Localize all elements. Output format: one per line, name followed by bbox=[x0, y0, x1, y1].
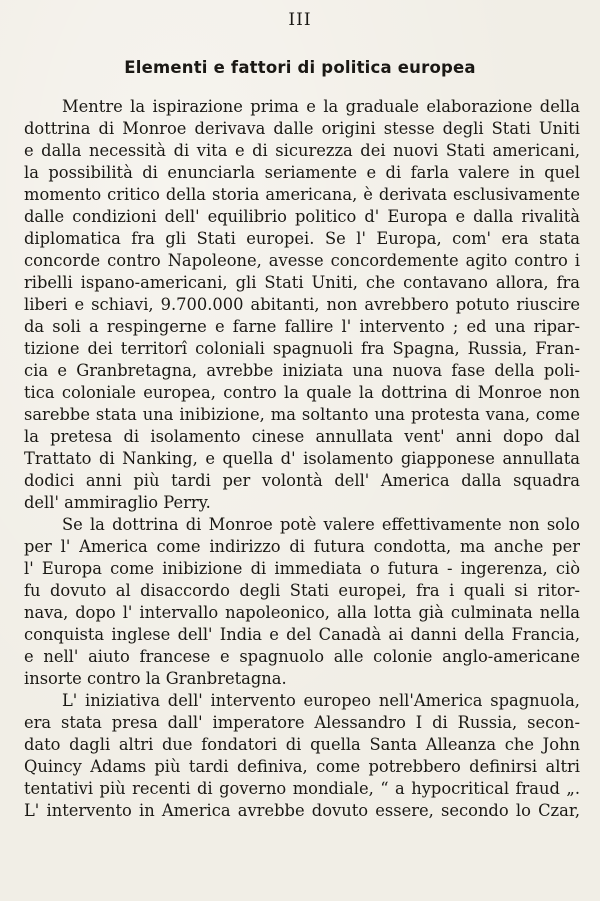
text-line: liberi e schiavi, 9.700.000 abitanti, non avrebbero potuto riuscire bbox=[24, 295, 580, 314]
text-line: Se la dottrina di Monroe potè valere effettivamente non solo bbox=[62, 515, 580, 534]
text-line: conquista inglese dell' India e del Canadà ai danni della Francia, bbox=[24, 625, 580, 644]
text-line: dottrina di Monroe derivava dalle origini stesse degli Stati Uniti bbox=[24, 119, 580, 138]
text-line: tizione dei territorî coloniali spagnuoli fra Spagna, Russia, Fran- bbox=[24, 339, 580, 358]
text-line: dodici anni più tardi per volontà dell' America dalla squadra bbox=[24, 471, 580, 490]
text-line: momento critico della storia americana, è derivata esclusivamente bbox=[24, 185, 580, 204]
text-line: per l' America come indirizzo di futura condotta, ma anche per bbox=[24, 537, 580, 556]
text-line: cia e Granbretagna, avrebbe iniziata una nuova fase della poli- bbox=[24, 361, 580, 380]
text-line: e nell' aiuto francese e spagnuolo alle colonie anglo-americane bbox=[24, 647, 580, 666]
paragraph bbox=[24, 690, 580, 822]
text-line: ribelli ispano-americani, gli Stati Uniti, che contavano allora, fra bbox=[24, 273, 580, 292]
text-line: concorde contro Napoleone, avesse concordemente agito contro i bbox=[24, 251, 580, 270]
paragraph bbox=[24, 514, 580, 690]
text-line: sarebbe stata una inibizione, ma soltanto una protesta vana, come bbox=[24, 405, 580, 424]
text-line: era stata presa dall' imperatore Alessandro I di Russia, secon- bbox=[24, 713, 580, 732]
text-line: dalle condizioni dell' equilibrio politico d' Europa e dalla rivalità bbox=[24, 207, 580, 226]
text-line: Quincy Adams più tardi definiva, come potrebbero definirsi altri bbox=[24, 757, 580, 776]
text-line: tica coloniale europea, contro la quale la dottrina di Monroe non bbox=[24, 383, 580, 402]
text-line: L' intervento in America avrebbe dovuto essere, secondo lo Czar, bbox=[24, 801, 580, 820]
body-text bbox=[24, 96, 580, 822]
text-line: Trattato di Nanking, e quella d' isolamento giapponese annullata bbox=[24, 449, 580, 468]
chapter-number: III bbox=[288, 10, 312, 30]
text-line: diplomatica fra gli Stati europei. Se l' Europa, com' era stata bbox=[24, 229, 580, 248]
paragraph bbox=[24, 96, 580, 514]
chapter-title: Elementi e fattori di politica europea bbox=[124, 58, 476, 77]
text-line: da soli a respingerne e farne fallire l' intervento ; ed una ripar- bbox=[24, 317, 580, 336]
text-line: fu dovuto al disaccordo degli Stati europei, fra i quali si ritor- bbox=[24, 581, 580, 600]
text-line: e dalla necessità di vita e di sicurezza dei nuovi Stati americani, bbox=[24, 141, 580, 160]
text-line: dell' ammiraglio Perry. bbox=[24, 493, 211, 512]
text-line: Mentre la ispirazione prima e la graduale elaborazione della bbox=[62, 97, 580, 116]
text-line: la pretesa di isolamento cinese annullata vent' anni dopo dal bbox=[24, 427, 580, 446]
text-line: dato dagli altri due fondatori di quella Santa Alleanza che John bbox=[24, 735, 580, 754]
text-line: l' Europa come inibizione di immediata o futura - ingerenza, ciò bbox=[24, 559, 580, 578]
text-line: la possibilità di enunciarla seriamente e di farla valere in quel bbox=[24, 163, 580, 182]
text-line: L' iniziativa dell' intervento europeo nell'America spagnuola, bbox=[62, 691, 580, 710]
text-line: tentativi più recenti di governo mondiale, “ a hypocritical fraud „. bbox=[24, 779, 580, 798]
text-line: nava, dopo l' intervallo napoleonico, alla lotta già culminata nella bbox=[24, 603, 580, 622]
text-line: insorte contro la Granbretagna. bbox=[24, 669, 287, 688]
